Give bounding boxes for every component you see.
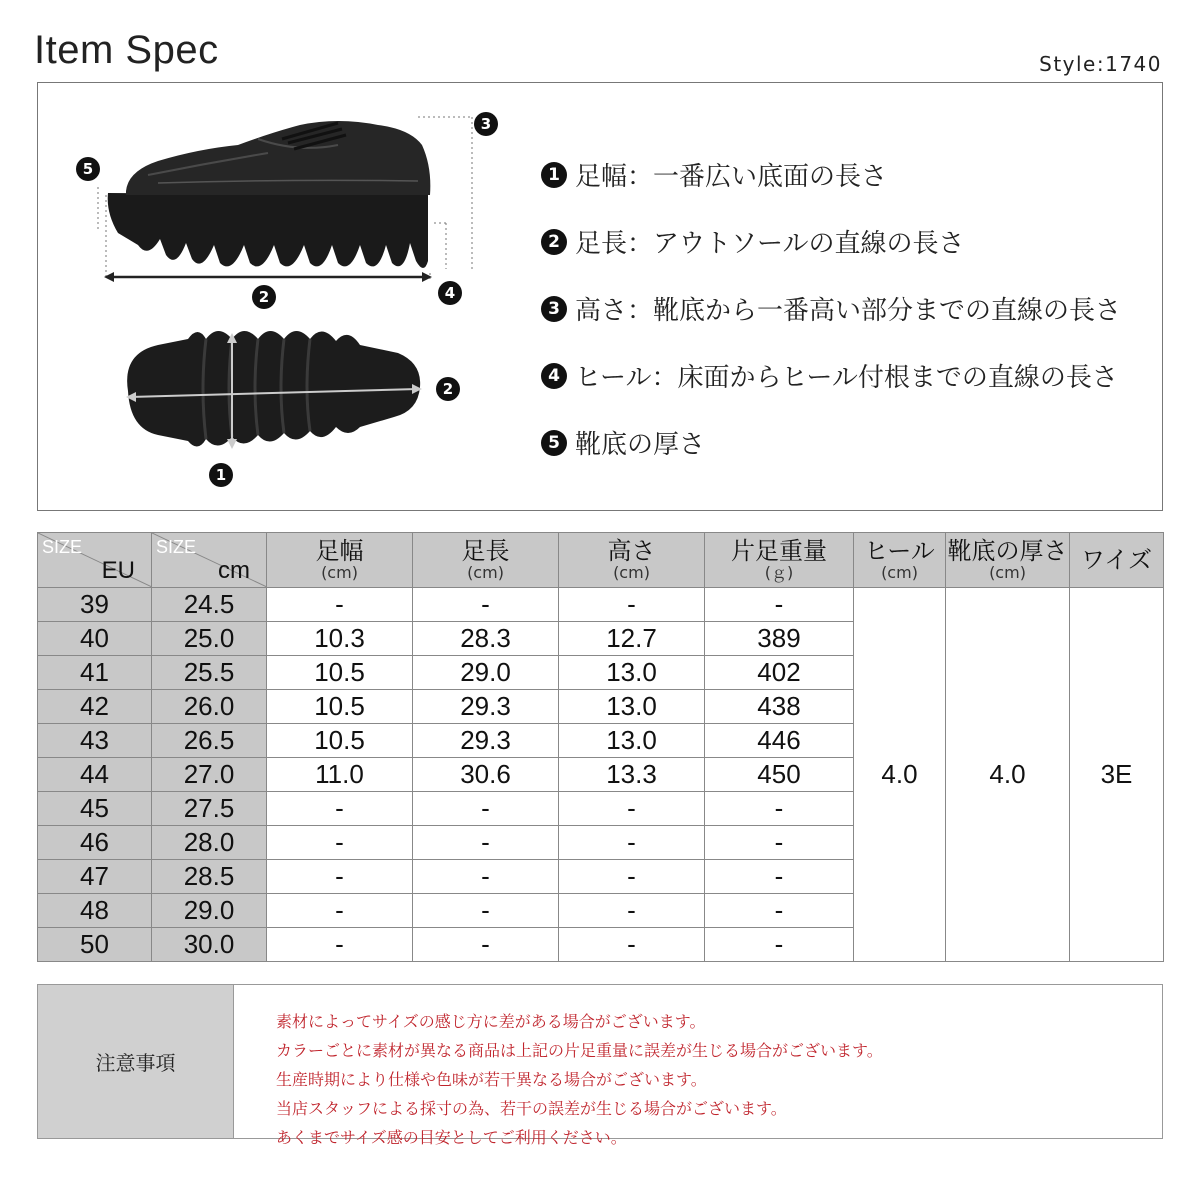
table-cell: - bbox=[267, 894, 413, 928]
table-cell: 10.5 bbox=[267, 656, 413, 690]
table-cell: 29.3 bbox=[413, 724, 559, 758]
table-cell: 446 bbox=[705, 724, 854, 758]
table-cell: 50 bbox=[38, 928, 152, 962]
table-cell: 47 bbox=[38, 860, 152, 894]
table-cell: 13.0 bbox=[559, 724, 705, 758]
size-table bbox=[37, 532, 1164, 962]
table-cell: - bbox=[705, 894, 854, 928]
number-badge-icon: 1 bbox=[541, 162, 567, 188]
svg-text:2: 2 bbox=[442, 380, 454, 398]
style-code: Style:1740 bbox=[1039, 52, 1162, 76]
merged-cell-width: 3E bbox=[1070, 588, 1164, 962]
table-cell: - bbox=[267, 588, 413, 622]
table-cell: 48 bbox=[38, 894, 152, 928]
table-cell: 10.3 bbox=[267, 622, 413, 656]
table-row bbox=[38, 588, 1164, 622]
table-cell: - bbox=[705, 928, 854, 962]
table-cell: 29.3 bbox=[413, 690, 559, 724]
table-cell: 11.0 bbox=[267, 758, 413, 792]
legend-item bbox=[541, 208, 1181, 275]
table-cell: 28.3 bbox=[413, 622, 559, 656]
table-cell: 44 bbox=[38, 758, 152, 792]
table-cell: 30.0 bbox=[152, 928, 267, 962]
merged-cell-sole-thickness: 4.0 bbox=[946, 588, 1070, 962]
table-cell: 29.0 bbox=[152, 894, 267, 928]
legend-item bbox=[541, 409, 1181, 476]
table-cell: - bbox=[559, 588, 705, 622]
table-cell: 10.5 bbox=[267, 690, 413, 724]
table-cell: 28.0 bbox=[152, 826, 267, 860]
spec-diagram-panel bbox=[37, 82, 1163, 511]
table-cell: - bbox=[705, 792, 854, 826]
table-cell: 27.5 bbox=[152, 792, 267, 826]
table-cell: 28.5 bbox=[152, 860, 267, 894]
legend-text: ヒール：床面からヒール付根までの直線の長さ bbox=[575, 363, 1118, 393]
number-badge-icon: 5 bbox=[541, 430, 567, 456]
table-cell: 45 bbox=[38, 792, 152, 826]
legend-text: 靴底の厚さ bbox=[575, 430, 706, 460]
legend-text: 足幅：一番広い底面の長さ bbox=[575, 162, 888, 192]
table-cell: 42 bbox=[38, 690, 152, 724]
header-weight: 片足重量 (ｇ) bbox=[705, 533, 854, 588]
table-cell: 41 bbox=[38, 656, 152, 690]
number-badge-icon: 3 bbox=[541, 296, 567, 322]
header-size-cm: SIZE cm bbox=[152, 533, 267, 588]
table-cell: - bbox=[559, 928, 705, 962]
note-line: あくまでサイズ感の目安としてご利用ください。 bbox=[276, 1128, 627, 1147]
table-cell: - bbox=[267, 826, 413, 860]
measurement-legend bbox=[541, 141, 1181, 476]
table-cell: - bbox=[705, 860, 854, 894]
table-cell: - bbox=[559, 826, 705, 860]
svg-text:5: 5 bbox=[82, 160, 94, 178]
table-cell: - bbox=[413, 928, 559, 962]
merged-cell-heel: 4.0 bbox=[854, 588, 946, 962]
notes-list bbox=[234, 985, 883, 1147]
table-cell: - bbox=[559, 860, 705, 894]
sole-view-shoe bbox=[126, 331, 422, 449]
svg-text:1: 1 bbox=[215, 466, 227, 484]
note-line: カラーごとに素材が異なる商品は上記の片足重量に誤差が生じる場合がございます。 bbox=[276, 1041, 883, 1060]
legend-item bbox=[541, 275, 1181, 342]
table-cell: 389 bbox=[705, 622, 854, 656]
legend-text: 足長：アウトソールの直線の長さ bbox=[575, 229, 965, 259]
table-cell: 25.5 bbox=[152, 656, 267, 690]
page-title: Item Spec bbox=[34, 28, 219, 72]
table-cell: - bbox=[413, 894, 559, 928]
table-cell: 39 bbox=[38, 588, 152, 622]
header-width: ワイズ bbox=[1070, 533, 1164, 588]
header-heel: ヒール (cm) bbox=[854, 533, 946, 588]
table-cell: - bbox=[559, 894, 705, 928]
legend-text: 高さ：靴底から一番高い部分までの直線の長さ bbox=[575, 296, 1122, 326]
table-cell: 13.3 bbox=[559, 758, 705, 792]
table-cell: 29.0 bbox=[413, 656, 559, 690]
legend-item bbox=[541, 141, 1181, 208]
svg-text:4: 4 bbox=[444, 284, 456, 302]
table-cell: - bbox=[413, 588, 559, 622]
table-cell: - bbox=[559, 792, 705, 826]
svg-text:3: 3 bbox=[480, 115, 492, 133]
table-cell: 40 bbox=[38, 622, 152, 656]
header-foot-length: 足長 (cm) bbox=[413, 533, 559, 588]
table-cell: - bbox=[267, 860, 413, 894]
note-line: 素材によってサイズの感じ方に差がある場合がございます。 bbox=[276, 1012, 706, 1031]
table-cell: - bbox=[267, 792, 413, 826]
svg-text:2: 2 bbox=[258, 288, 270, 306]
table-cell: 26.5 bbox=[152, 724, 267, 758]
table-cell: 26.0 bbox=[152, 690, 267, 724]
number-badge-icon: 4 bbox=[541, 363, 567, 389]
shoe-illustration bbox=[38, 83, 538, 510]
table-cell: 402 bbox=[705, 656, 854, 690]
table-cell: 27.0 bbox=[152, 758, 267, 792]
table-cell: 450 bbox=[705, 758, 854, 792]
table-cell: - bbox=[705, 588, 854, 622]
table-header-row bbox=[38, 533, 1164, 588]
header-height: 高さ (cm) bbox=[559, 533, 705, 588]
table-cell: 30.6 bbox=[413, 758, 559, 792]
note-line: 当店スタッフによる採寸の為、若干の誤差が生じる場合がございます。 bbox=[276, 1099, 787, 1118]
table-cell: - bbox=[267, 928, 413, 962]
table-cell: 12.7 bbox=[559, 622, 705, 656]
header-sole-thickness: 靴底の厚さ (cm) bbox=[946, 533, 1070, 588]
header-size-eu: SIZE EU bbox=[38, 533, 152, 588]
header-foot-width: 足幅 (cm) bbox=[267, 533, 413, 588]
table-cell: 24.5 bbox=[152, 588, 267, 622]
legend-item bbox=[541, 342, 1181, 409]
table-cell: 43 bbox=[38, 724, 152, 758]
notes-label: 注意事項 bbox=[38, 985, 234, 1138]
side-view-shoe bbox=[98, 117, 472, 282]
table-cell: 25.0 bbox=[152, 622, 267, 656]
table-cell: - bbox=[413, 826, 559, 860]
notes-panel bbox=[37, 984, 1163, 1147]
table-cell: - bbox=[705, 826, 854, 860]
table-cell: 13.0 bbox=[559, 690, 705, 724]
table-cell: - bbox=[413, 792, 559, 826]
table-cell: 46 bbox=[38, 826, 152, 860]
table-cell: 438 bbox=[705, 690, 854, 724]
number-badge-icon: 2 bbox=[541, 229, 567, 255]
table-cell: - bbox=[413, 860, 559, 894]
table-cell: 10.5 bbox=[267, 724, 413, 758]
note-line: 生産時期により仕様や色味が若干異なる場合がございます。 bbox=[276, 1070, 707, 1089]
table-cell: 13.0 bbox=[559, 656, 705, 690]
